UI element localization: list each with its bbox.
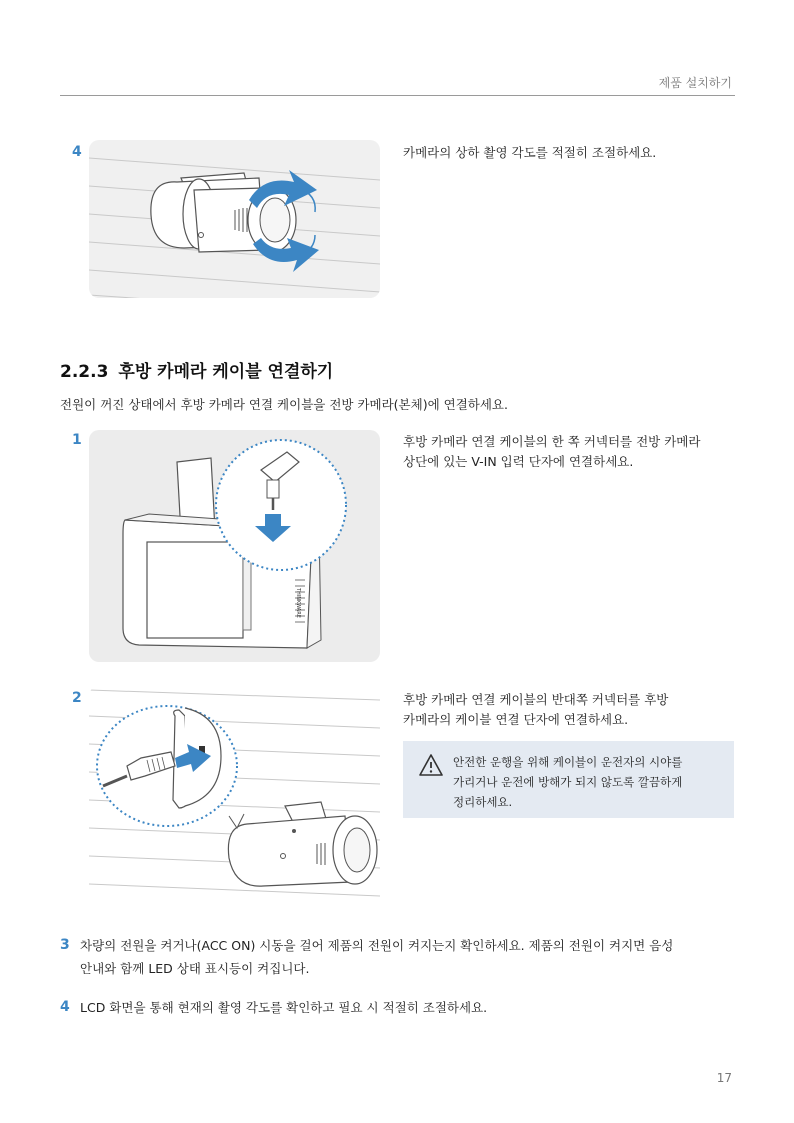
list-item-3-line-2: 안내와 함께 LED 상태 표시등이 켜집니다. [80,961,310,976]
step-2-text [403,690,668,730]
list-item-4-number: 4 [60,999,70,1015]
section-title-text: 후방 카메라 케이블 연결하기 [118,362,334,382]
warning-line-3: 정리하세요. [453,795,513,809]
top-step-text: 카메라의 상하 촬영 각도를 적절히 조절하세요. [403,145,657,160]
step-2-line-1: 후방 카메라 연결 케이블의 반대쪽 커넥터를 후방 [403,692,669,707]
section-number: 2.2.3 [60,362,109,382]
header-section-label: 제품 설치하기 [658,76,732,90]
warning-box [403,741,734,818]
step-1-line-2: 상단에 있는 V-IN 입력 단자에 연결하세요. [403,454,634,469]
figure-rear-camera-cable [89,686,380,907]
list-item-3-line-1: 차량의 전원을 켜거나(ACC ON) 시동을 걸어 제품의 전원이 켜지는지 확인하세요. 제품의 전원이 켜지면 음성 [80,938,674,953]
step-2-line-2: 카메라의 케이블 연결 단자에 연결하세요. [403,712,629,727]
step-2-number: 2 [72,690,82,706]
page-number: 17 [716,1071,732,1085]
warning-text [453,752,682,812]
list-item-3-number: 3 [60,937,70,953]
list-item-4-line-1: LCD 화면을 통해 현재의 촬영 각도를 확인하고 필요 시 적절히 조절하세요. [80,1000,488,1015]
figure-camera-angle [89,140,380,298]
section-title [60,357,333,382]
section-intro: 전원이 꺼진 상태에서 후방 카메라 연결 케이블을 전방 카메라(본체)에 연결하세요. [60,397,508,412]
figure-front-camera-vin [89,430,380,662]
step-1-line-1: 후방 카메라 연결 케이블의 한 쪽 커넥터를 전방 카메라 [403,434,701,449]
brand-label: THINKWARE [295,588,301,618]
top-step-number: 4 [72,144,82,160]
list-item-3 [60,934,750,980]
warning-triangle-icon [418,753,444,777]
warning-line-1: 안전한 운행을 위해 케이블이 운전자의 시야를 [453,755,683,769]
warning-line-2: 가리거나 운전에 방해가 되지 않도록 깔끔하게 [453,775,683,789]
list-item-4 [60,996,750,1019]
header-divider [60,95,735,96]
step-1-text [403,432,700,472]
step-1-number: 1 [72,432,82,448]
